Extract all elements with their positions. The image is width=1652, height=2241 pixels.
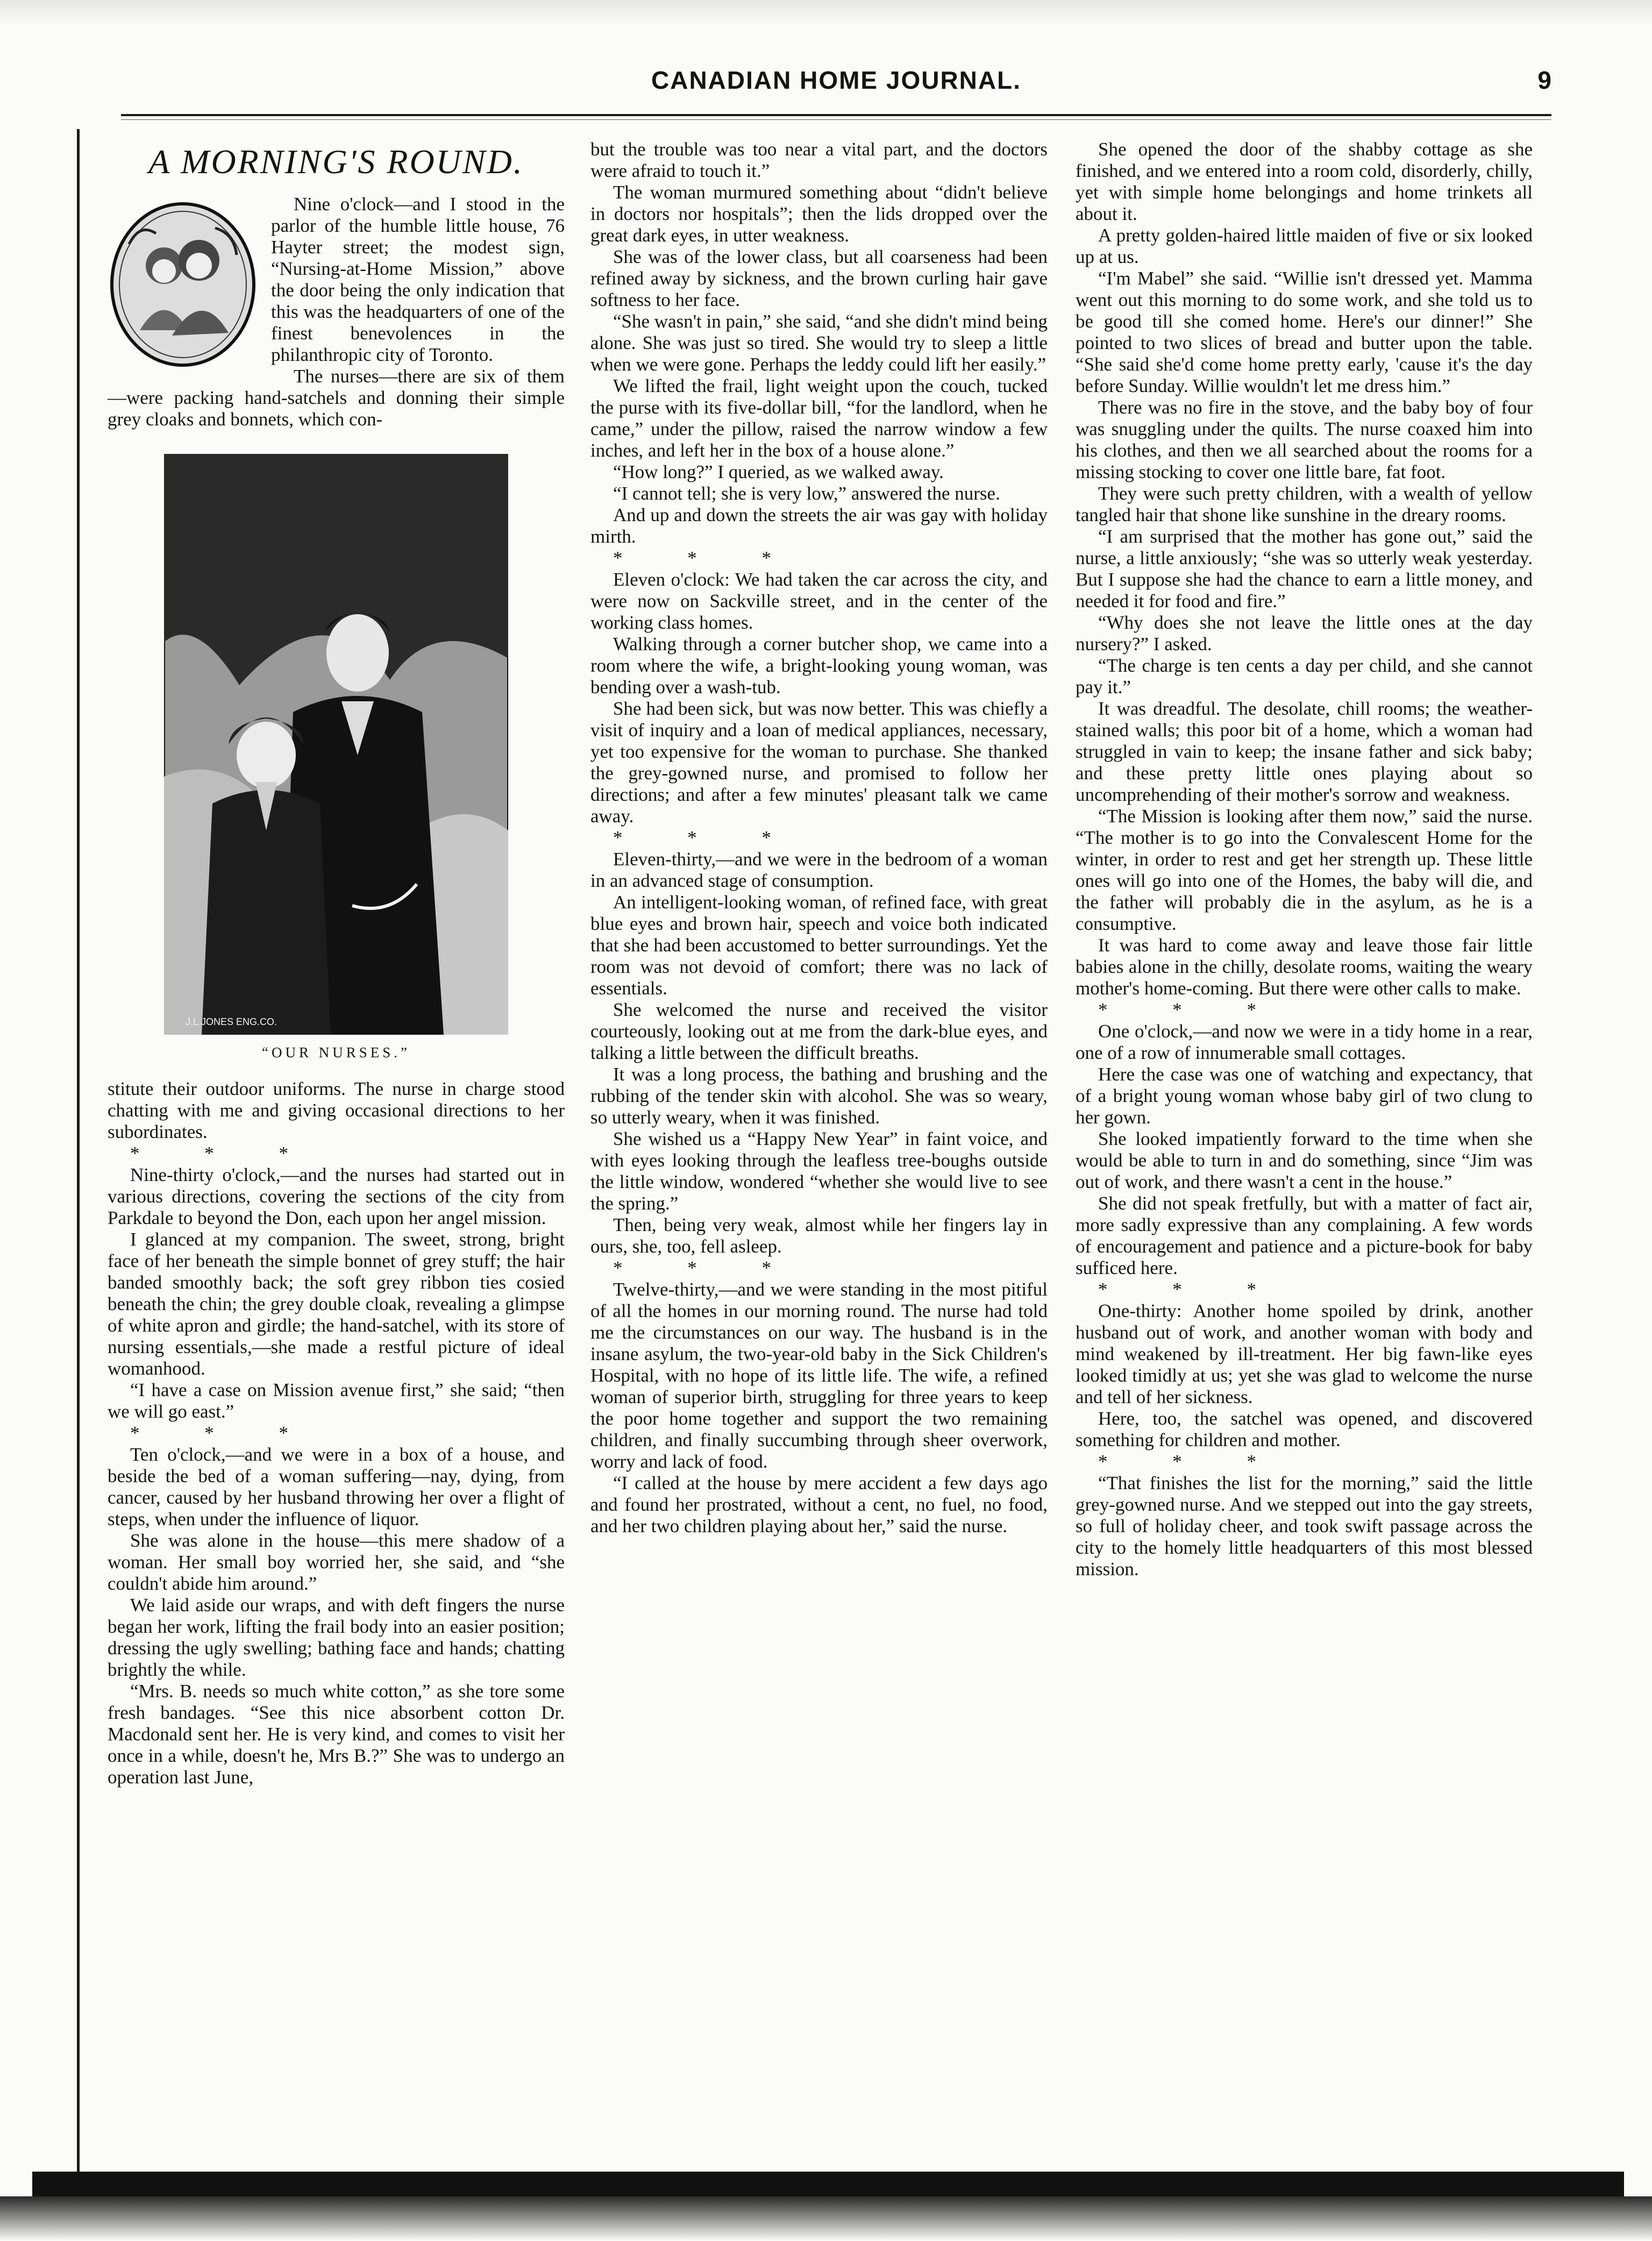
paragraph: Eleven o'clock: We had taken the car across the city, and were now on Sackville street, and in the center of the working class homes. [590,569,1048,633]
photo-caption: “OUR NURSES.” [261,1044,410,1061]
paragraph: Then, being very weak, almost while her fingers lay in ours, she, too, fell asleep. [590,1214,1048,1257]
page-number: 9 [1537,66,1551,94]
paragraph: Here the case was one of watching and expectancy, that of a bright young woman whose baby girl of two clung to her gown. [1076,1064,1533,1128]
paragraph: It was a long process, the bathing and brushing and the rubbing of the tender skin with alcohol. She was so weary, so utterly weary, when it was finished. [590,1064,1048,1128]
vignette-oval-image [108,196,258,368]
paragraph: “I am surprised that the mother has gone out,” said the nurse, a little anxiously; “she was so utterly weak yesterday. But I suppose she had the chance to earn a little money, and needed it for food and fire.” [1076,526,1533,611]
paragraph: Nine o'clock—and I stood in the parlor of the humble little house, 76 Hayter street; the modest sign, “Nursing-at-Home Mission,” above the door being the only indication that this was the headquarters of one of the finest benevolences in the philanthropic city of Toronto. [271,194,565,365]
running-title: CANADIAN HOME JOURNAL. [651,66,1021,94]
article-title: A MORNING'S ROUND. [148,143,524,181]
section-separator: * * * [613,1257,801,1278]
paragraph: “I have a case on Mission avenue first,” she said; “then we will go east.” [108,1379,565,1422]
paragraph: One-thirty: Another home spoiled by drink, another husband out of work, and another woman with body and mind weakened by ill-treatment. Her big fawn-like eyes looked timidly at us; yet she was glad to welcome the nurse and tell of her sickness. [1076,1300,1533,1407]
paragraph: Ten o'clock,—and we were in a box of a house, and beside the bed of a woman suffering—nay, dying, from cancer, caused by her husband throwing her over a flight of steps, when under the influence of liquor. [108,1444,565,1529]
paragraph: “I called at the house by mere accident a few days ago and found her prostrated, without a cent, no fuel, no food, and her two children playing about her,” said the nurse. [590,1472,1048,1536]
paragraph: She was of the lower class, but all coarseness had been refined away by sickness, and the brown curling hair gave softness to her face. [590,246,1048,310]
photo-credit: J.L.JONES ENG.CO. [186,1016,277,1027]
page-top-edge [0,0,1652,26]
nurses-photograph [164,454,508,1035]
page-header [121,66,1551,114]
paragraph: “How long?” I queried, as we walked away. [613,461,944,482]
section-separator: * * * [613,547,801,568]
column-2 [590,139,1048,1537]
paragraph: She opened the door of the shabby cottage as she finished, and we entered into a room cold, disorderly, chilly, yet with simple home belongings and home trinkets all about it. [1076,139,1533,224]
paragraph: An intelligent-looking woman, of refined face, with great blue eyes and brown hair, speech and voice both indicated that she had been accustomed to better surroundings. Yet the room was not devoid of comfort; there was no lack of essentials. [590,892,1048,999]
paragraph: She wished us a “Happy New Year” in faint voice, and with eyes looking through the leafless tree-boughs outside the little window, wondered “whether she would live to see the spring.” [590,1128,1048,1214]
nurses-photo [164,454,508,1062]
paragraph: She had been sick, but was now better. This was chiefly a visit of inquiry and a loan of medical appliances, necessary, yet too expensive for the woman to purchase. She thanked the grey-gowned nurse, and promised to follow her directions; and after a few minutes' pleasant talk we came away. [590,698,1048,827]
paragraph: I glanced at my companion. The sweet, strong, bright face of her beneath the simple bonnet of grey stuff; the hair banded smoothly back; the soft grey ribbon ties cosied beneath the chin; the grey double cloak, revealing a glimpse of white apron and girdle; the hand-satchel, with its store of nursing essentials,—she made a restful picture of ideal womanhood. [108,1229,565,1379]
paragraph: She looked impatiently forward to the time when she would be able to turn in and do something, since “Jim was out of work, and there wasn't a cent in the house.” [1076,1128,1533,1192]
paragraph: “The charge is ten cents a day per child, and she cannot pay it.” [1076,655,1533,698]
paragraph: We laid aside our wraps, and with deft fingers the nurse began her work, lifting the frail body into an easier position; dressing the ugly swelling; bathing face and hands; chatting brightly the while. [108,1595,565,1680]
paragraph: “That finishes the list for the morning,” said the little grey-gowned nurse. And we stepped out into the gay streets, so full of holiday cheer, and took swift passage across the city to the homely little headquarters of this most blessed mission. [1076,1472,1533,1580]
column-3 [1076,139,1533,1580]
paragraph: stitute their outdoor uniforms. The nurse in charge stood chatting with me and giving occasional directions to her subordinates. [108,1078,565,1142]
paragraph: The woman murmured something about “didn't believe in doctors nor hospitals”; then the lids dropped over the great dark eyes, in utter weakness. [590,182,1048,246]
section-separator: * * * [1098,1279,1286,1300]
section-separator: * * * [130,1422,318,1443]
page-bottom-shadow [0,2196,1652,2241]
paragraph: Eleven-thirty,—and we were in the bedroom of a woman in an advanced stage of consumption. [590,849,1048,891]
paragraph: Nine-thirty o'clock,—and the nurses had started out in various directions, covering the sections of the city from Parkdale to beyond the Don, each upon her angel mission. [108,1164,565,1228]
paragraph: There was no fire in the stove, and the baby boy of four was snuggling under the quilts. The nurse coaxed him into his clothes, and then we all searched about the rooms for a missing stocking to cover one little bare, fat foot. [1076,397,1533,482]
section-separator: * * * [613,827,801,848]
paragraph: but the trouble was too near a vital part, and the doctors were afraid to touch it.” [590,139,1048,181]
section-separator: * * * [1098,1451,1286,1472]
section-separator: * * * [130,1143,318,1164]
paragraph: The nurses—there are six of them—were packing hand-satchels and donning their simple grey cloaks and bonnets, which con- [108,366,565,430]
header-rule [121,114,1551,116]
paragraph: “She wasn't in pain,” she said, “and she didn't mind being alone. She was just so tired. She would try to sleep a little when we were gone. Perhaps the leddy could lift her easily.” [590,311,1048,375]
header-rule-thin [121,119,1551,120]
paragraph: A pretty golden-haired little maiden of five or six looked up at us. [1076,225,1533,267]
vignette-illustration [108,196,258,368]
paragraph: She was alone in the house—this mere shadow of a woman. Her small boy worried her, she said, and “she couldn't abide him around.” [108,1530,565,1594]
page-bottom-edge [32,2172,1624,2196]
paragraph: “I'm Mabel” she said. “Willie isn't dressed yet. Mamma went out this morning to do some work, and she told us to be good till she comed home. Here's our dinner!” She pointed to two slices of bread and butter upon the table. “She said she'd come home pretty early, 'cause it's the day before Sunday. Willie wouldn't let me dress him.” [1076,268,1533,396]
paragraph: And up and down the streets the air was gay with holiday mirth. [590,504,1048,547]
paragraph: It was hard to come away and leave those fair little babies alone in the chilly, desolate rooms, waiting the weary mother's home-coming. But there were other calls to make. [1076,935,1533,999]
paragraph: “I cannot tell; she is very low,” answered the nurse. [613,483,1000,504]
paragraph: They were such pretty children, with a wealth of yellow tangled hair that shone like sunshine in the dreary rooms. [1076,483,1533,525]
left-margin-rule [77,129,80,2173]
paragraph: Walking through a corner butcher shop, we came into a room where the wife, a bright-looking young woman, was bending over a wash-tub. [590,634,1048,698]
paragraph: “Why does she not leave the little ones at the day nursery?” I asked. [1076,612,1533,654]
paragraph: She did not speak fretfully, but with a matter of fact air, more sadly expressive than any complaining. A few words of encouragement and patience and a picture-book for baby sufficed here. [1076,1193,1533,1278]
paragraph: She welcomed the nurse and received the visitor courteously, looking out at me from the dark-blue eyes, and talking a little between the difficult breaths. [590,999,1048,1063]
column-1 [108,139,565,1788]
paragraph: Twelve-thirty,—and we were standing in the most pitiful of all the homes in our morning round. The nurse had told me the circumstances on our way. The husband is in the insane asylum, the two-year-old baby in the Sick Children's Hospital, with no hope of its little life. The wife, a refined woman of superior birth, struggling for three years to keep the poor home together and support the two remaining children, and finally succumbing through sheer overwork, worry and lack of food. [590,1279,1048,1472]
paragraph: It was dreadful. The desolate, chill rooms; the weather-stained walls; this poor bit of a home, which a woman had struggled in vain to keep; the insane father and sick baby; and these pretty little ones playing about so uncomprehending of their mother's sorrow and weakness. [1076,698,1533,805]
paragraph: We lifted the frail, light weight upon the couch, tucked the purse with its five-dollar bill, “for the landlord, when he came,” under the pillow, raised the narrow window a few inches, and left her in the box of a house alone.” [590,375,1048,461]
paragraph: “Mrs. B. needs so much white cotton,” as she tore some fresh bandages. “See this nice absorbent cotton Dr. Macdonald sent her. He is very kind, and comes to visit her once in a while, doesn't he, Mrs B.?” She was to undergo an operation last June, [108,1681,565,1788]
paragraph: Here, too, the satchel was opened, and discovered something for children and mother. [1076,1408,1533,1450]
section-separator: * * * [1098,999,1286,1020]
paragraph: “The Mission is looking after them now,” said the nurse. “The mother is to go into the Convalescent Home for the winter, in order to rest and get her strength up. These little ones will go into one of the Homes, the baby will die, and the father will probably die in the asylum, as he is a consumptive. [1076,806,1533,934]
paragraph: One o'clock,—and now we were in a tidy home in a rear, one of a row of innumerable small cottages. [1076,1021,1533,1063]
